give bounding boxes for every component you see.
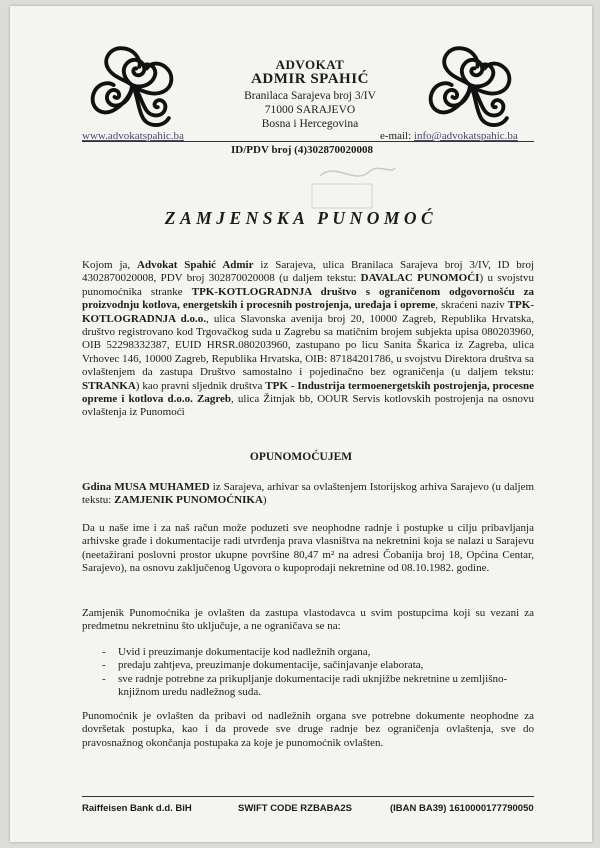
authorized-person-paragraph: Gdina MUSA MUHAMED iz Sarajeva, arhivar sa ovlaštenjem Istorijskog arhiva Sarajevo (u daljem tekstu: ZAMJENIK PUNOMOĆNIKA) — [82, 481, 535, 507]
footer-divider — [82, 796, 534, 797]
document-title: ZAMJENSKA PUNOMOĆ — [164, 208, 438, 228]
opening-paragraph: Kojom ja, Advokat Spahić Admir iz Sarajeva, ulica Branilaca Sarajeva broj 3/IV, ID broj 4302870020008, PDV broj 302870020008 (u daljem tekstu: DAVALAC PUNOMOĆI) u svojstvu punomoćnika stranke TPK-KOTLOGRADNJA društvo s ograničenom odgovornošću za proizvodnju kotlova, energetskih i procesnih postrojenja, uređaja i opreme, skraćeni naziv TPK-KOTLOGRADNJA d.o.o., ulica Slavonska avenija broj 20, 10000 Zagreb, Republika Hrvatska, društvo registrovano kod Trgovačkog suda u Zagrebu sa matičnim brojem subjekta upisa 080203960, OIB 52298332387, EUID HRSR.080203960, zastupano po licu Sanita Škarica iz Zagreba, ulica Vrhovec 146, 10000 Zagreb, Republika Hrvatska, OIB: 87184201786, u svojstvu Direktora društva sa ovlaštenjem da zastupa Društvo samostalno i pojedinačno bez ograničenja (u daljem tekstu: STRANKA) kao pravni sljednik društva TPK - Industrija termoenergetskih postrojenja, procesne opreme i kotlova d.o.o. Zagreb, ulica Žitnjak bb, OOUR Servis kotlovskih postrojenja na osnovu ovlaštenja iz Punomoći — [82, 259, 535, 419]
powers-list — [82, 646, 534, 700]
letterhead-title: ADVOKAT — [275, 57, 345, 72]
triskelion-spiral-icon — [424, 39, 516, 131]
email-contact — [380, 130, 518, 142]
letterhead-name: ADMIR SPAHIĆ — [251, 71, 369, 87]
website-link[interactable]: www.advokatspahic.ba — [82, 130, 184, 142]
letterhead-address — [190, 89, 430, 131]
list-item: - sve radnje potrebne za prikupljanje dokumentacije radi uknjižbe nekretnine u zemljišno-knjižnom uredu nadležnog suda. — [102, 672, 508, 699]
address-line: Bosna i Hercegovina — [261, 118, 359, 130]
footer-iban: (IBAN BA39) 1610000177790050 — [390, 803, 534, 814]
faded-stamp-mark — [310, 156, 400, 216]
email-label: e-mail: — [380, 130, 414, 142]
footer-swift: SWIFT CODE RZBABA2S — [238, 803, 352, 814]
document-page — [10, 6, 592, 842]
section-heading: OPUNOMOĆUJEM — [249, 451, 353, 463]
list-item: - Uvid i preuzimanje dokumentacije kod nadležnih organa, — [102, 646, 371, 658]
address-line: 71000 SARAJEVO — [264, 104, 356, 116]
closing-paragraph: Punomoćnik je ovlašten da pribavi od nadležnih organa sve potrebne dokumente neophodne za dovršetak postupka, kao i da provede sve druge radnje bez ograničenja ovlaštenja, sve do pravosnažnog okončanja postupaka za koje je punomoćnik ovlašten. — [82, 710, 534, 749]
list-item: - predaju zahtjeva, preuzimanje dokumentacije, sačinjavanje elaborata, — [102, 659, 424, 672]
powers-intro-paragraph: Zamjenik Punomoćnika je ovlašten da zastupa vlastodavca u svim postupcima koji su vezani za predmetnu nekretninu što uključuje, a ne ograničava se na: — [82, 607, 534, 633]
scope-paragraph: Da u naše ime i za naš račun može poduzeti sve neophodne radnje i postupke u cilju pribavljanja arhivske građe i dokumentacije radi utvrđenja prava vlasništva na nekretnini koja se nalazi u Sarajevu (neetažirani poslovni prostor ukupne površine 80,47 m² na adresi Čobanija broj 18, Općina Centar, Sarajevo), na osnovu zaključenog Ugovora o kupoprodaji nekretnine od 08.10.1982. godine. — [82, 522, 534, 575]
footer-bank: Raiffeisen Bank d.d. BiH — [82, 803, 192, 814]
address-line: Branilaca Sarajeva broj 3/IV — [244, 90, 376, 102]
id-pdv-number: ID/PDV broj (4)302870020008 — [231, 144, 373, 156]
email-link[interactable]: info@advokatspahic.ba — [413, 130, 518, 142]
triskelion-spiral-icon — [86, 39, 178, 131]
